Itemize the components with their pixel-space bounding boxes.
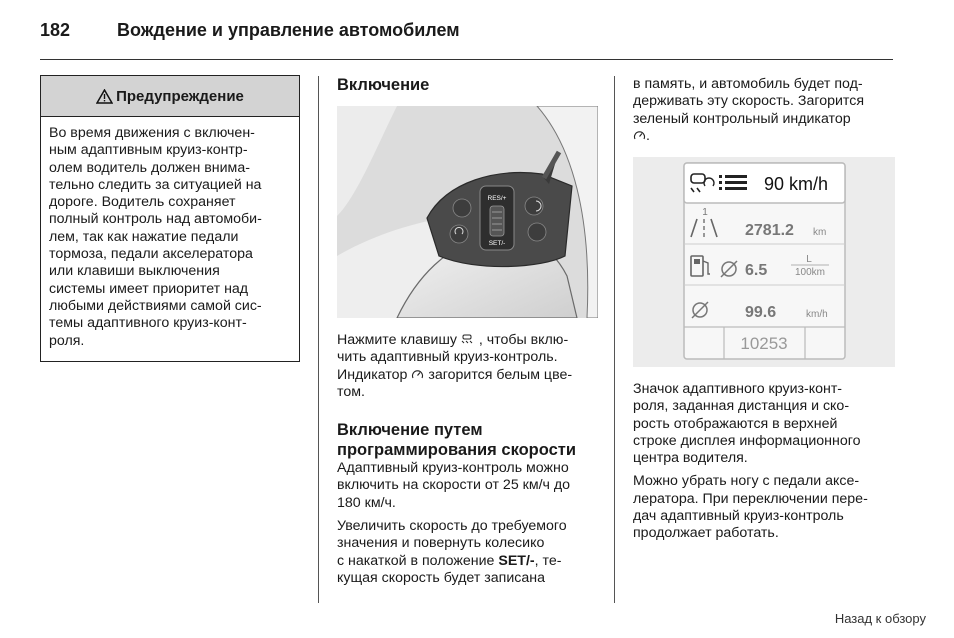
column-divider-1 <box>318 76 319 603</box>
fuel-unit-numerator: L <box>806 254 812 265</box>
driver-information-display <box>633 157 895 367</box>
paragraph-line: том. <box>337 383 365 400</box>
fuel-unit-denominator: 100km <box>794 267 826 278</box>
paragraph-line: роля, заданная дистанция и ско- <box>633 398 850 415</box>
warning-line: ным адаптивным круиз-контр- <box>49 142 248 159</box>
text-fragment: . <box>646 127 650 144</box>
warning-line: лем, так как нажатие педали <box>49 228 239 245</box>
paragraph-line: Увеличить скорость до требуемого <box>337 518 567 535</box>
column-2 <box>337 76 599 96</box>
column-divider-2 <box>614 76 615 603</box>
section-heading-activation: Включение <box>337 76 430 94</box>
paragraph-line <box>337 367 599 384</box>
paragraph-line <box>337 553 599 570</box>
text-fragment: Индикатор <box>337 366 408 383</box>
paragraph-line: чить адаптивный круиз-контроль. <box>337 349 558 366</box>
warning-body <box>41 117 299 350</box>
warning-line: или клавиши выключения <box>49 263 220 280</box>
text-fragment: загорится белым цве- <box>428 366 573 383</box>
warning-line: любыми действиями самой сис- <box>49 297 262 314</box>
steering-wheel-illustration <box>337 106 598 318</box>
page-number: 182 <box>40 20 71 40</box>
section-heading-speed-programming: программирования скорости <box>337 440 577 459</box>
paragraph-line: Адаптивный круиз-контроль можно <box>337 460 569 477</box>
paragraph-line: Можно убрать ногу с педали аксе- <box>633 473 860 490</box>
text-fragment: с накаткой в положение <box>337 552 495 569</box>
page-title: Вождение и управление автомобилем <box>117 20 460 40</box>
steering-wheel-drawing <box>337 106 598 318</box>
warning-line: темы адаптивного круиз-конт- <box>49 315 247 332</box>
paragraph-line: лератора. При переключении пере- <box>633 490 868 507</box>
warning-line: олем водитель должен внима- <box>49 159 250 176</box>
paragraph-line: центра водителя. <box>633 450 748 467</box>
paragraph-line: 180 км/ч. <box>337 494 396 511</box>
paragraph-line: включить на скорости от 25 км/ч до <box>337 477 571 494</box>
paragraph-line: Значок адаптивного круиз-конт- <box>633 381 843 397</box>
warning-triangle-icon <box>96 89 113 104</box>
paragraph-line: дач адаптивный круиз-контроль <box>633 508 844 525</box>
warning-line: роля. <box>49 332 85 349</box>
paragraph-line: кущая скорость будет записана <box>337 569 545 586</box>
column-3 <box>633 76 895 145</box>
paragraph-line: рость отображаются в верхней <box>633 415 838 432</box>
paragraph-line: держивать эту скорость. Загорится <box>633 93 865 110</box>
set-speed-readout: 90 km/h <box>764 174 829 194</box>
warning-line: системы имеет приоритет над <box>49 280 249 297</box>
paragraph-line <box>633 128 895 145</box>
average-speed-value: 99.6 <box>745 304 777 321</box>
average-speed-unit: km/h <box>806 309 828 320</box>
column-3-text <box>633 381 895 543</box>
warning-box <box>40 75 300 362</box>
warning-header <box>41 76 299 117</box>
cruise-control-indicator-icon <box>633 130 646 141</box>
warning-line: полный контроль над автомоби- <box>49 211 262 228</box>
text-fragment: Нажмите клавишу <box>337 332 457 348</box>
trip-number: 1 <box>702 207 708 218</box>
paragraph-line: продолжает работать. <box>633 525 779 542</box>
paragraph-line: в память, и автомобиль будет под- <box>633 76 863 92</box>
back-to-overview-link[interactable]: Назад к обзору <box>834 611 926 626</box>
paragraph-line <box>337 332 599 349</box>
column-2-text <box>337 332 599 587</box>
adaptive-cruise-distance-icon <box>461 334 475 344</box>
paragraph-line: зеленый контрольный индикатор <box>633 110 851 127</box>
warning-line: тельно следить за ситуацией на <box>49 176 262 193</box>
odometer-value: 10253 <box>740 334 788 353</box>
fuel-consumption-value: 6.5 <box>745 262 768 279</box>
warning-line: дороге. Водитель сохраняет <box>49 194 236 211</box>
header-divider <box>40 59 893 60</box>
res-button-label: RES/+ <box>487 195 507 202</box>
trip-distance-value: 2781.2 <box>745 222 794 239</box>
cruise-control-indicator-icon <box>411 369 424 380</box>
warning-line: Во время движения с включен- <box>49 125 255 141</box>
warning-line: тормоза, педали акселератора <box>49 246 253 263</box>
set-key-name: SET/- <box>498 552 535 569</box>
trip-distance-unit: km <box>813 227 827 238</box>
warning-title: Предупреждение <box>116 87 244 105</box>
paragraph-line: значения и повернуть колесико <box>337 535 545 552</box>
text-fragment: , чтобы вклю- <box>478 332 569 348</box>
paragraph-line: строке дисплея информационного <box>633 432 861 449</box>
display-drawing <box>633 157 895 367</box>
set-button-label: SET/- <box>488 240 506 247</box>
text-fragment: , те- <box>534 552 562 569</box>
section-heading-speed-programming: Включение путем <box>337 421 483 440</box>
